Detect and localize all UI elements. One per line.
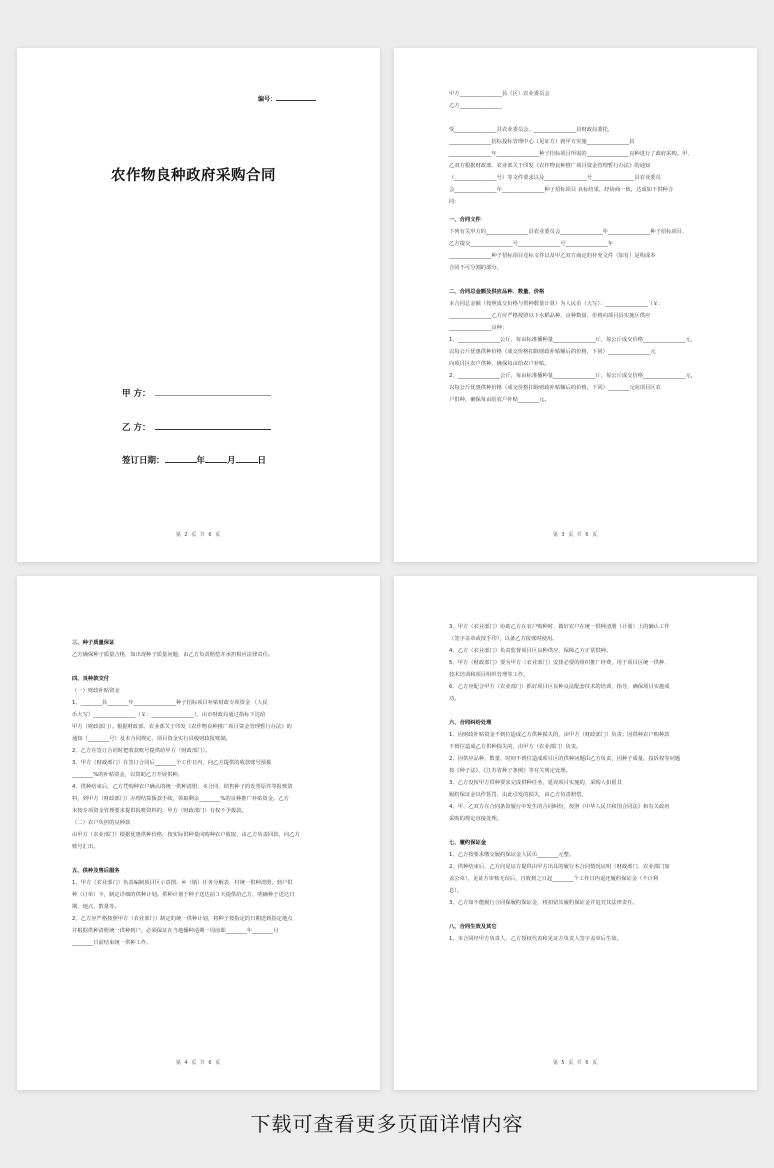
contract-page-5	[394, 576, 757, 1090]
text-line: 甲方________________县（区）农业委员会	[449, 91, 550, 97]
page-number: 第 5 页 共 6 页	[552, 1060, 599, 1066]
text-line: 4、供种结束后，乙方凭购种农户确认的统一供种清册、本合同、销售种子的发票原件等报账资	[72, 784, 293, 790]
text-line: 乙方________________	[449, 103, 502, 109]
text-line: 同：	[449, 199, 460, 205]
text-line: 2、乙方应严格按照甲方（农业部门）制定的统一供种计划，将种子按指定的日期送到指定地点	[72, 916, 293, 922]
section-heading: 四、良种款交付	[72, 676, 110, 682]
text-line: 2、乙方在签订合同时把收款账号提供给甲方（财政部门）。	[72, 748, 211, 754]
text-line: 6、乙方应配合甲方（农业部门）抓好项目区良种良法配套技术的培训、指导，确保项目实施成	[449, 684, 670, 690]
text-line: 通知（________号）及本合同规定，项目资金实行县级财政报账制。	[72, 736, 231, 742]
text-line: 1、________________公斤，每亩标准播种量________________斤，每公斤成交价格________________元，	[449, 337, 697, 343]
section-body	[449, 933, 717, 945]
text-line: 甲方（财政部门）。根据财政部、农业部关于印发《农作物良种推广项目资金管理暂行办法》的	[72, 724, 292, 730]
text-line: 受________________县农业委员会、________________县财政局委托，	[449, 127, 614, 133]
text-line: 1、________县________年________________种子招标项目补贴财政专项资金 （人民	[72, 700, 268, 706]
section-body	[449, 729, 717, 825]
text-line: ________________乙方应严格按照以下水稻品种、良种数量、价格向项目县实施区供应	[449, 313, 651, 319]
text-line: 料，到甲方（财政部门）办理结算拨款手续，领取剩余________%的良种推广补贴资金。乙方	[72, 796, 289, 802]
text-line: ________________种子招标项目竞标文件以及甲乙双方商定的补充文件（如有）是构成本	[449, 253, 656, 259]
text-line: 合同不可分割的部分。	[449, 265, 502, 271]
text-line: 币大写）________________（￥：________________），由市财政局通过指标下达给	[72, 712, 266, 718]
text-line: ________________招标投标管理中心（见证方）就甲方实施________________县	[449, 139, 635, 145]
page-number: 第 3 页 共 6 页	[552, 532, 599, 538]
number-blank	[276, 93, 316, 101]
contract-page-3	[394, 48, 757, 562]
text-line: 2、因供应品种、数量、时间不到位造成项目区的供种问题由乙方负责，因种子质量，投诉权等问题	[449, 756, 681, 762]
text-line: 以每公斤优惠供种价格（成交价格扣除财政补贴额后的价格，下同）________元向项目区农	[449, 385, 661, 391]
page-number: 第 2 页 共 6 页	[175, 532, 222, 538]
section-heading: 三、种子质量保证	[72, 640, 115, 646]
preamble	[449, 88, 717, 208]
text-line: 3、甲方（农业部门）协助乙方在农户购种时，做好农户在统一供种清册（计划）上的确认工作	[449, 624, 670, 630]
text-line: （二）农户负担的良种款	[72, 820, 131, 826]
text-line: 技术培训和项目组织管理等工作。	[449, 672, 529, 678]
text-line: 1、甲方（农业部门）负责编制项目区示意图、乡（镇）任务分解表、村统一供种清册，到户供	[72, 880, 293, 886]
text-line: 盖公章），见证方审核无误后，自收到之日起________个工作日内退还履约保证金（不计利	[449, 876, 659, 882]
contract-page-4	[17, 576, 380, 1090]
section-body	[449, 298, 717, 406]
text-line: 3、甲方（财政部门）在签订合同后________个工作日内，向乙方提供的收款账号预拨	[72, 760, 272, 766]
text-line: （________________号）等文件要求以及________________号________________县农业委员	[449, 175, 661, 181]
section-heading: 一、合同文件	[449, 217, 481, 223]
text-line: 账号汇出。	[72, 844, 99, 850]
text-line: 由甲方（农业部门）根据优惠供种价格，按实际供种量向购种农户收取，由乙方负责回款，向乙方	[72, 832, 300, 838]
text-line: ________%的补贴资金，以资助乙方开展供种。	[72, 772, 183, 778]
text-line: 3、乙方没按甲方供种要求完成供种任务，延误项目实施的，采购人扣留其	[449, 780, 622, 786]
text-line: 息）。	[449, 888, 463, 894]
text-line: 按《种子法》、《江苏省种子条例》等有关规定处理。	[449, 768, 571, 774]
section-body	[449, 849, 717, 909]
section-heading: 八、合同生效及其它	[449, 924, 497, 930]
text-line: （一）财政补贴资金	[72, 688, 120, 694]
text-line: 乙双方根据财政部、农业部关于印发《农作物良种推广项目资金管理暂行办法》的通知	[449, 163, 651, 169]
text-line: 1、本合同经甲方负责人、乙方授权代表和见证方负责人签字盖章后生效。	[449, 936, 622, 942]
text-line: 向项目区农户供种，确保每亩给农户补贴。	[449, 361, 550, 367]
text-line: 2、________________公斤，每亩标准播种量________________斤，每公斤成交价格________________元，	[449, 373, 697, 379]
text-line: 履约保证金以作惩罚，由此引发的损失，由乙方负责赔偿。	[449, 792, 587, 798]
section-body	[72, 649, 340, 661]
text-line: ________________年________________种子招标项目所需的________________良种进行了政府采购。甲、	[449, 151, 693, 157]
section-body	[72, 685, 340, 853]
sign-date-line: 签订日期： 年 月 日	[122, 453, 266, 466]
text-line: 4、甲、乙双方在合同条款履行中发生的合同纠纷，按照《中华人民共和国合同法》和有关政府	[449, 804, 670, 810]
text-line: （签字盖章或按手印），以备乙方报账时使用。	[449, 636, 558, 642]
text-line: 本合同总金额（按照成交价格与供种数量计算）为人民币（大写）：________________（￥：	[449, 301, 664, 307]
text-line: 采购的规定直接处理。	[449, 816, 502, 822]
contract-number: 编号：	[258, 93, 316, 103]
text-line: 不到位造成乙方供种损失的，由甲方（农业部门）负责。	[449, 744, 582, 750]
text-line: 乙方确保种子质量合格，如出现种子质量问题，由乙方负责赔偿并承担相应法律责任。	[72, 652, 274, 658]
document-title: 农作物良种政府采购合同	[111, 168, 276, 184]
text-line: 4、乙方（农业部门）负责监督项目区良种供应，保障乙方正常供种。	[449, 648, 612, 654]
text-line: 5、甲方（财政部门）要为甲方（农业部门）安排必要的组织推广经费，用于项目区统一供种、	[449, 660, 670, 666]
section-heading: 二、合同总金额及供应品种、数量、价格	[449, 289, 545, 295]
party-b-line: 乙 方：	[122, 420, 271, 433]
section-body	[449, 621, 717, 705]
page-body	[449, 88, 717, 406]
page-body	[449, 621, 717, 945]
cover-page	[17, 48, 380, 562]
text-line: ________________良种：	[449, 325, 508, 331]
text-line: 1、因财政补贴资金不到位造成乙方供种损失的，由甲方（财政部门）负责；因供种农户购种款	[449, 732, 670, 738]
text-line: 期、地点、数量等。	[72, 904, 120, 910]
section-heading: 五、供种及售后服务	[72, 868, 120, 874]
text-line: 功。	[449, 696, 460, 702]
text-line	[449, 112, 717, 124]
download-more-caption: 下载可查看更多页面详情内容	[250, 1112, 524, 1136]
text-line: 种（订单）卡，制定详细的供种计划。供种计划于种子送达前３天提供给乙方，明确种子送达日	[72, 892, 295, 898]
text-line: 乙方提交________________号________________号________________年	[449, 241, 614, 247]
text-line: 会________________年________________种子招标项目 良标结果，经协商一致，达成如下供种合	[449, 187, 674, 193]
section-body	[449, 226, 717, 274]
section-body	[72, 877, 340, 949]
watermark	[68, 348, 99, 390]
text-line: ________日前结束统一供种工作。	[72, 940, 152, 946]
text-line: 以每公斤优惠供种价格（成交价格扣除财政补贴额后的价格，下同）________________元	[449, 349, 656, 355]
section-heading: 六、合同纠纷处理	[449, 720, 492, 726]
page-body	[72, 631, 340, 949]
text-line: 下列有关甲方的________________县农业委员会________________年________________种子招标项目、	[449, 229, 688, 235]
text-line: 未按专项资金管理要求提供报账资料的，甲方（财政部门）有权不予拨款。	[72, 808, 247, 814]
page-number: 第 4 页 共 6 页	[175, 1060, 222, 1066]
party-a-line: 甲 方：	[122, 386, 271, 399]
text-line: 并根据供种清册统一供种到户，必须保证在当地播种适期一周前即________年________月	[72, 928, 279, 934]
text-line: 3、乙方如不能履行合同保履约保证金，将扣留其履约保证金并追究其法律责任。	[449, 900, 638, 906]
section-heading: 七、履约保证金	[449, 840, 487, 846]
text-line: 1、乙方按要求缴交履约保证金人民币________元整。	[449, 852, 575, 858]
text-line: 2、供种结束后，乙方向见证方提供由甲方出具的履行本合同情况证明（财政部门、农业部门加	[449, 864, 670, 870]
text-line: 户供种，确保每亩给农户补贴________元。	[449, 397, 550, 403]
